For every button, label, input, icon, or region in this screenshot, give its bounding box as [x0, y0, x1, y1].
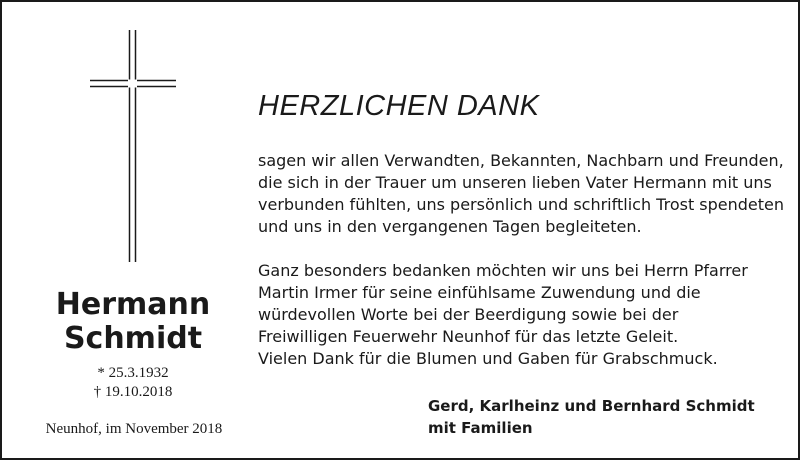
- thanks-line: die sich in der Trauer um unseren lieben Vater Hermann mit uns: [258, 173, 772, 192]
- thanks-line: sagen wir allen Verwandten, Bekannten, Nachbarn und Freunden,: [258, 151, 784, 170]
- deceased-last-name: Schmidt: [63, 321, 203, 356]
- place-and-date: Neunhof, im November 2018: [45, 421, 223, 437]
- special-thanks-line: Vielen Dank für die Blumen und Gaben für Grabschmuck.: [258, 349, 718, 368]
- special-thanks-line: Martin Irmer für seine einfühlsame Zuwendung und die: [258, 283, 701, 302]
- thanks-line: verbunden fühlten, uns persönlich und schriftlich Trost spendeten: [258, 195, 785, 214]
- signature-line: Gerd, Karlheinz und Bernhard Schmidt: [428, 397, 755, 415]
- thanks-paragraph: [258, 150, 784, 238]
- special-thanks-paragraph: [258, 260, 748, 370]
- death-date: † 19.10.2018: [93, 384, 173, 400]
- notice-heading: HERZLICHEN DANK: [258, 90, 540, 122]
- signature: [428, 395, 755, 439]
- life-dates: [30, 364, 236, 402]
- signature-line: mit Familien: [428, 419, 533, 437]
- special-thanks-line: Ganz besonders bedanken möchten wir uns bei Herrn Pfarrer: [258, 261, 748, 280]
- deceased-name: [30, 288, 236, 356]
- special-thanks-line: Freiwilligen Feuerwehr Neunhof für das letzte Geleit.: [258, 327, 679, 346]
- cross-icon: [90, 30, 176, 262]
- special-thanks-line: würdevollen Worte bei der Beerdigung sowie bei der: [258, 305, 679, 324]
- thanks-line: und uns in den vergangenen Tagen begleiteten.: [258, 217, 642, 236]
- deceased-first-name: Hermann: [55, 287, 211, 322]
- birth-date: * 25.3.1932: [97, 365, 169, 381]
